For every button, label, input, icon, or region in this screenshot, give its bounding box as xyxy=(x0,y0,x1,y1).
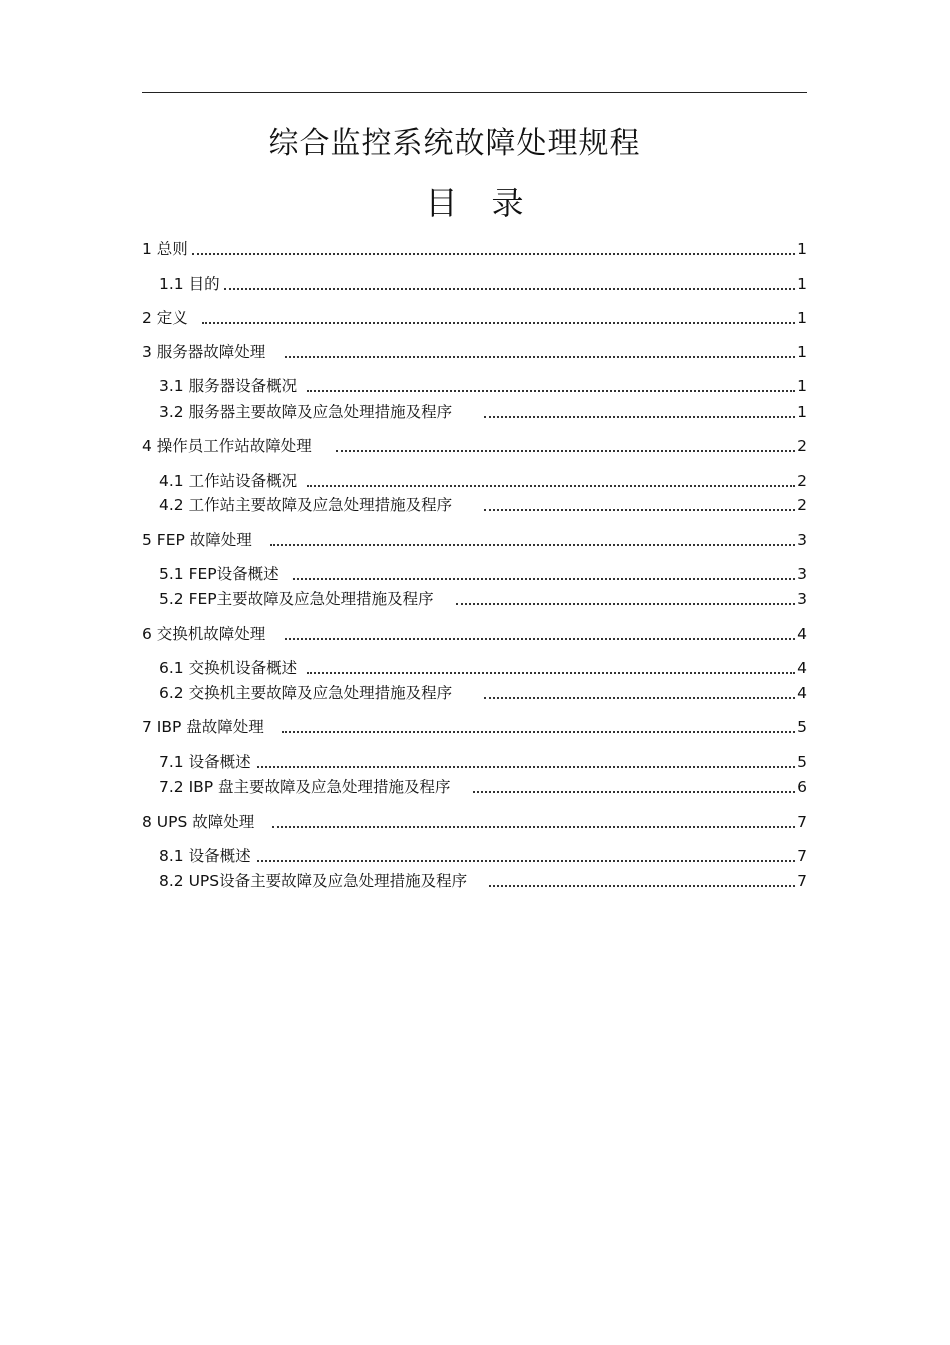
toc-entry-label: 6.2 交换机主要故障及应急处理措施及程序 xyxy=(159,684,453,702)
toc-entry-label: 3.1 服务器设备概况 xyxy=(159,377,298,395)
toc-entry-label: 8.2 UPS设备主要故障及应急处理措施及程序 xyxy=(159,872,468,890)
toc-entry-label: 8.1 设备概述 xyxy=(159,847,251,865)
toc-heading: 目录 xyxy=(425,184,558,222)
toc-entry-label: 6.1 交换机设备概述 xyxy=(159,659,298,677)
toc-dot-leader xyxy=(272,826,795,828)
toc-page-number: 2 xyxy=(797,496,807,514)
toc-entry-3[interactable] xyxy=(142,341,807,363)
toc-page-number: 1 xyxy=(797,275,807,293)
toc-dot-leader xyxy=(307,390,795,392)
toc-entry-5[interactable] xyxy=(142,529,807,551)
toc-entry-3-1[interactable] xyxy=(159,375,807,397)
toc-entry-6[interactable] xyxy=(142,623,807,645)
toc-dot-leader xyxy=(192,253,795,255)
toc-entry-label: 5.2 FEP主要故障及应急处理措施及程序 xyxy=(159,590,434,608)
toc-entry-7-2[interactable] xyxy=(159,776,807,798)
toc-entry-label: 4.2 工作站主要故障及应急处理措施及程序 xyxy=(159,496,453,514)
toc-entry-label: 8 UPS 故障处理 xyxy=(142,813,255,831)
toc-entry-4-2[interactable] xyxy=(159,494,807,516)
toc-page-number: 5 xyxy=(797,753,807,771)
toc-dot-leader xyxy=(336,450,795,452)
toc-page-number: 1 xyxy=(797,403,807,421)
toc-entry-label: 1 总则 xyxy=(142,240,188,258)
toc-dot-leader xyxy=(307,485,795,487)
toc-entry-6-2[interactable] xyxy=(159,682,807,704)
toc-dot-leader xyxy=(473,791,796,793)
toc-entry-5-1[interactable] xyxy=(159,563,807,585)
toc-entry-8-2[interactable] xyxy=(159,870,807,892)
toc-entry-4[interactable] xyxy=(142,435,807,457)
toc-dot-leader xyxy=(456,603,795,605)
toc-page-number: 1 xyxy=(797,240,807,258)
toc-page-number: 4 xyxy=(797,625,807,643)
toc-entry-1[interactable] xyxy=(142,238,807,260)
toc-entry-2[interactable] xyxy=(142,307,807,329)
toc-entry-7-1[interactable] xyxy=(159,751,807,773)
toc-dot-leader xyxy=(224,288,796,290)
toc-dot-leader xyxy=(307,672,795,674)
toc-entry-label: 4 操作员工作站故障处理 xyxy=(142,437,312,455)
toc-dot-leader xyxy=(202,322,795,324)
toc-page-number: 1 xyxy=(797,309,807,327)
toc-entry-6-1[interactable] xyxy=(159,657,807,679)
toc-entry-label: 1.1 目的 xyxy=(159,275,220,293)
toc-dot-leader xyxy=(293,578,795,580)
toc-dot-leader xyxy=(489,885,795,887)
toc-page-number: 7 xyxy=(797,872,807,890)
toc-page-number: 7 xyxy=(797,813,807,831)
toc-entry-label: 3 服务器故障处理 xyxy=(142,343,266,361)
toc-page-number: 3 xyxy=(797,565,807,583)
toc-dot-leader xyxy=(484,416,795,418)
document-title: 综合监控系统故障处理规程 xyxy=(268,126,641,161)
toc-page-number: 6 xyxy=(797,778,807,796)
toc-entry-3-2[interactable] xyxy=(159,401,807,423)
toc-page-number: 2 xyxy=(797,472,807,490)
toc-page-number: 1 xyxy=(797,343,807,361)
toc-page-number: 1 xyxy=(797,377,807,395)
toc-dot-leader xyxy=(257,766,796,768)
toc-page-number: 5 xyxy=(797,718,807,736)
toc-dot-leader xyxy=(484,697,795,699)
toc-entry-label: 6 交换机故障处理 xyxy=(142,625,266,643)
toc-dot-leader xyxy=(282,731,795,733)
toc-entry-label: 5 FEP 故障处理 xyxy=(142,531,252,549)
toc-entry-label: 5.1 FEP设备概述 xyxy=(159,565,279,583)
toc-dot-leader xyxy=(285,638,795,640)
toc-dot-leader xyxy=(285,356,795,358)
toc-dot-leader xyxy=(484,509,795,511)
toc-entry-label: 7.2 IBP 盘主要故障及应急处理措施及程序 xyxy=(159,778,451,796)
toc-entry-label: 7 IBP 盘故障处理 xyxy=(142,718,264,736)
toc-entry-label: 2 定义 xyxy=(142,309,188,327)
toc-entry-1-1[interactable] xyxy=(159,273,807,295)
toc-entry-5-2[interactable] xyxy=(159,588,807,610)
header-rule xyxy=(142,92,807,93)
toc-dot-leader xyxy=(257,860,796,862)
toc-entry-label: 4.1 工作站设备概况 xyxy=(159,472,298,490)
toc-entry-label: 7.1 设备概述 xyxy=(159,753,251,771)
toc-page-number: 3 xyxy=(797,531,807,549)
toc-entry-label: 3.2 服务器主要故障及应急处理措施及程序 xyxy=(159,403,453,421)
toc-page-number: 4 xyxy=(797,684,807,702)
toc-entry-8[interactable] xyxy=(142,811,807,833)
toc-entry-4-1[interactable] xyxy=(159,470,807,492)
toc-dot-leader xyxy=(270,544,795,546)
toc-entry-8-1[interactable] xyxy=(159,845,807,867)
toc-page-number: 3 xyxy=(797,590,807,608)
toc-page-number: 4 xyxy=(797,659,807,677)
toc-page-number: 7 xyxy=(797,847,807,865)
toc-page-number: 2 xyxy=(797,437,807,455)
toc-entry-7[interactable] xyxy=(142,716,807,738)
